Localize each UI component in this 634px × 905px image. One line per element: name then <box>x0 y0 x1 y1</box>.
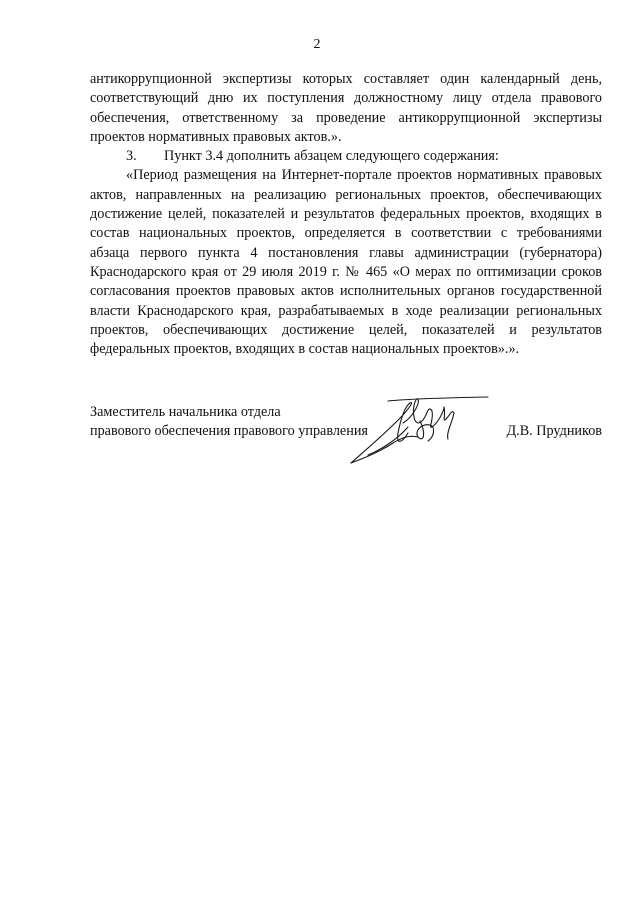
item-text: Пункт 3.4 дополнить абзацем следующего содержания: <box>164 148 499 165</box>
handwritten-signature-icon <box>348 393 498 473</box>
item-number: 3. <box>126 148 137 165</box>
document-body <box>90 70 602 359</box>
paragraph-continuation: антикоррупционной экспертизы которых составляет один календарный день, соответствующий дню их поступления должностному лицу отдела правового обеспечения, ответственному за проведение антикоррупционной экспертизы проектов нормативных правовых актов.». <box>90 71 602 145</box>
paragraph-quote: «Период размещения на Интернет-портале проектов нормативных правовых актов, направленных на реализацию региональных проектов, обеспечивающих достижение целей, показателей и результатов федеральных проектов, входящих в состав национальных проектов, определяется в соответствии с требованиями абзаца первого пункта 4 постановления главы администрации (губернатора) Краснодарского края от 29 июля 2019 г. № 465 «О мерах по оптимизации сроков согласования проектов правовых актов исполнительных органов государственной власти Краснодарского края, разрабатываемых в ходе реализации региональных проектов, обеспечивающих достижение целей, показателей и результатов федеральных проектов, входящих в состав национальных проектов».». <box>90 167 602 358</box>
signatory-title-line-1: Заместитель начальника отдела <box>90 404 281 420</box>
list-item-3 <box>90 147 602 166</box>
signatory-name: Д.В. Прудников <box>506 423 602 439</box>
page-number: 2 <box>313 37 321 52</box>
signatory-title-line-2: правового обеспечения правового управления <box>90 423 368 440</box>
signature-block <box>90 403 602 442</box>
